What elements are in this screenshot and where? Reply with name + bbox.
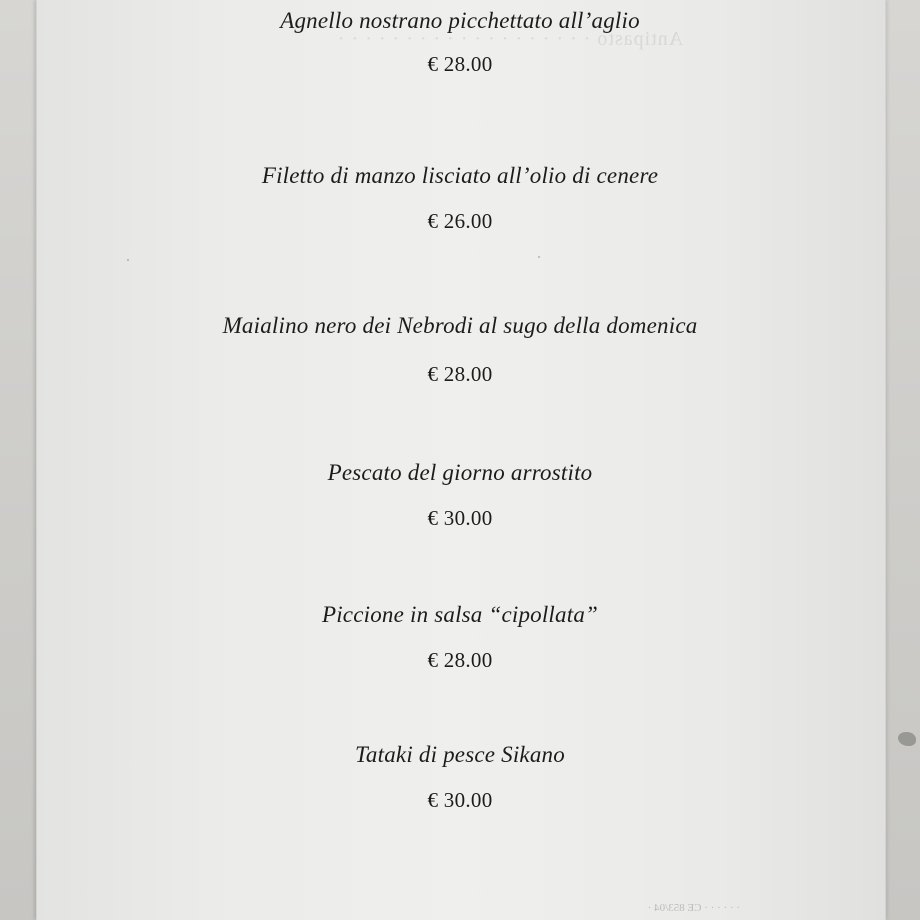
dish-price: € 28.00 [427,52,493,76]
footer-bleed-text: · · · · · · CE 853/04 · [647,902,740,914]
menu-item [0,8,920,77]
paper-speck [538,256,540,258]
paper-speck [127,259,129,261]
dish-price: € 28.00 [427,648,493,672]
menu-item [0,163,920,234]
dish-name: Tataki di pesce Sikano [355,742,565,767]
menu-item [0,742,920,813]
dish-price: € 26.00 [427,209,493,233]
menu-item [0,602,920,673]
dish-name: Piccione in salsa “cipollata” [321,602,599,627]
dish-name: Pescato del giorno arrostito [327,460,593,485]
menu-item [0,460,920,531]
dish-price: € 30.00 [427,788,493,812]
dish-price: € 28.00 [427,362,493,386]
menu-item [0,313,920,387]
dish-price: € 30.00 [427,506,493,530]
dish-name: Filetto di manzo lisciato all’olio di cenere [261,163,659,188]
dish-name: Agnello nostrano picchettato all’aglio [280,8,640,33]
dish-name: Maialino nero dei Nebrodi al sugo della domenica [222,313,698,338]
paper-tear-mark [898,732,916,746]
bleed-through-text: Antipasto · · · · · · · · · · · · · · · · · · · [336,28,684,50]
